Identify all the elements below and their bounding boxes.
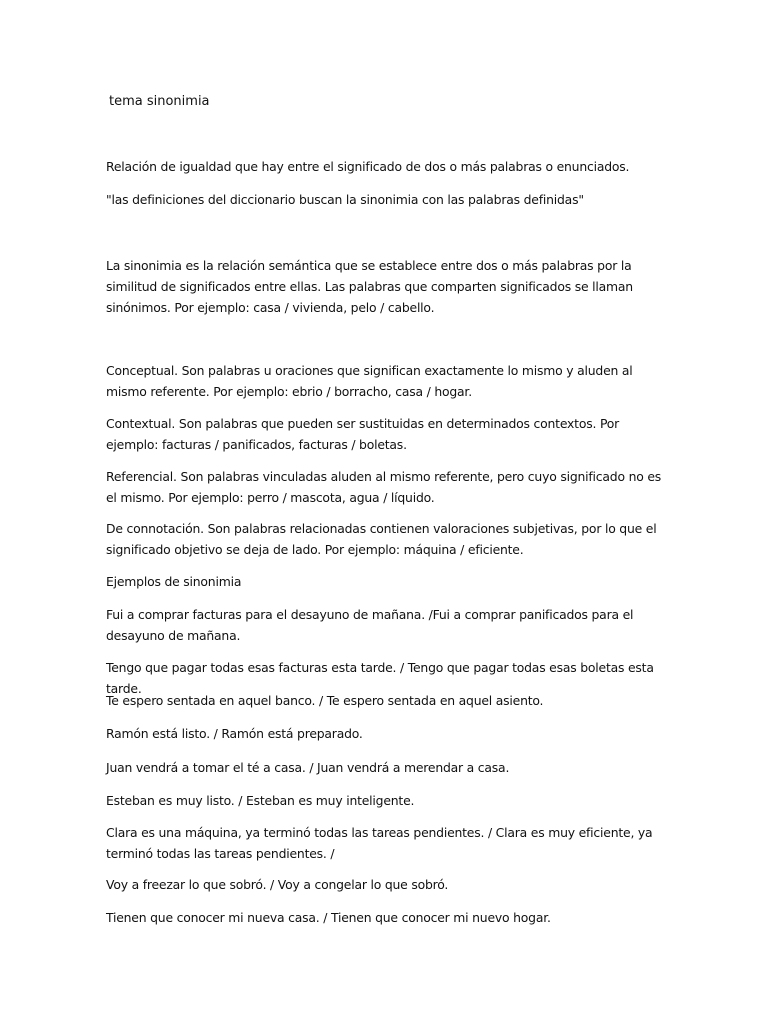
paragraph-explanation: La sinonimia es la relación semántica que se establece entre dos o más palabras por la similitud de significados entre ellas. Las palabras que comparten significados se llaman sinónimos. Por ejemplo: casa / vivienda, pelo / cabello. xyxy=(106,258,633,315)
paragraph-contextual: Contextual. Son palabras que pueden ser sustituidas en determinados contextos. Por ejemplo: facturas / panificados, facturas / boletas. xyxy=(106,416,620,452)
example-item: Tengo que pagar todas esas facturas esta tarde. / Tengo que pagar todas esas boletas esta tarde. xyxy=(106,660,654,696)
example-item: Voy a freezar lo que sobró. / Voy a congelar lo que sobró. xyxy=(106,877,449,892)
paragraph-connotacion: De connotación. Son palabras relacionadas contienen valoraciones subjetivas, por lo que el significado objetivo se deja de lado. Por ejemplo: máquina / eficiente. xyxy=(106,521,657,557)
example-item: Tienen que conocer mi nueva casa. / Tienen que conocer mi nuevo hogar. xyxy=(106,910,551,925)
example-item: Juan vendrá a tomar el té a casa. / Juan vendrá a merendar a casa. xyxy=(106,760,510,775)
example-item: Fui a comprar facturas para el desayuno de mañana. /Fui a comprar panificados para el desayuno de mañana. xyxy=(106,607,634,643)
example-item: Clara es una máquina, ya terminó todas las tareas pendientes. / Clara es muy eficiente, ya terminó todas las tareas pendientes. / xyxy=(106,825,653,861)
document-title: tema sinonimia xyxy=(109,94,210,109)
paragraph-quote: "las definiciones del diccionario buscan la sinonimia con las palabras definidas" xyxy=(106,192,584,207)
paragraph-definition: Relación de igualdad que hay entre el significado de dos o más palabras o enunciados. xyxy=(106,159,630,174)
paragraph-conceptual: Conceptual. Son palabras u oraciones que significan exactamente lo mismo y aluden al mismo referente. Por ejemplo: ebrio / borracho, casa / hogar. xyxy=(106,363,633,399)
example-item: Ramón está listo. / Ramón está preparado. xyxy=(106,726,363,741)
example-item: Esteban es muy listo. / Esteban es muy inteligente. xyxy=(106,793,415,808)
example-item: Te espero sentada en aquel banco. / Te espero sentada en aquel asiento. xyxy=(106,693,544,708)
section-heading-examples: Ejemplos de sinonimia xyxy=(106,574,242,589)
paragraph-referencial: Referencial. Son palabras vinculadas aluden al mismo referente, pero cuyo significado no es el mismo. Por ejemplo: perro / mascota, agua / líquido. xyxy=(106,469,662,505)
